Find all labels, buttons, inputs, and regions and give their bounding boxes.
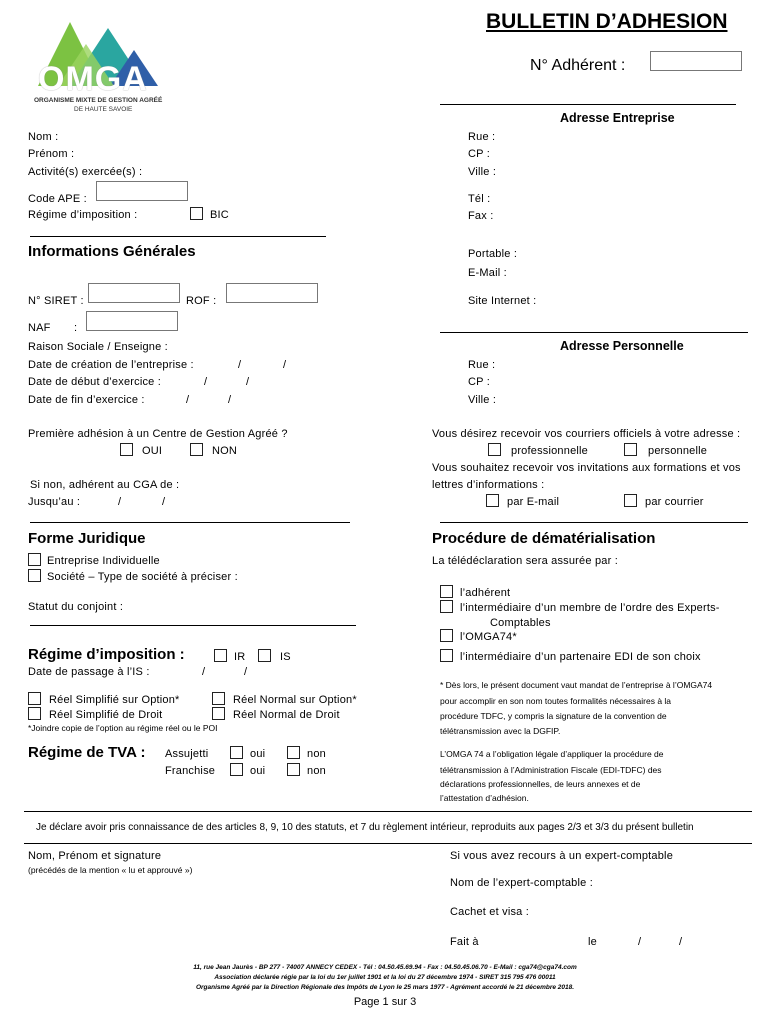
professionnelle-checkbox[interactable] <box>488 443 501 456</box>
par-email-label: par E-mail <box>507 496 560 508</box>
logo-subtitle-2: DE HAUTE SAVOIE <box>74 106 133 113</box>
franchise-label: Franchise <box>165 765 216 777</box>
personal-ville-label: Ville : <box>468 394 497 406</box>
demat-note: * Dès lors, le présent document vaut mandat de l’entreprise à l’OMGA74 <box>440 680 713 690</box>
company-tel-label: Tél : <box>468 193 491 205</box>
demat-note: procédure TDFC, y compris la signature de la convention de <box>440 711 667 721</box>
date-fin-label: Date de fin d’exercice : <box>28 394 145 406</box>
regime-label: Régime d’imposition : <box>28 209 138 221</box>
ir-checkbox[interactable] <box>214 649 227 662</box>
personal-address-heading: Adresse Personnelle <box>560 339 684 353</box>
signature-label: Nom, Prénom et signature <box>28 850 162 862</box>
raison-sociale-label: Raison Sociale / Enseigne : <box>28 341 168 353</box>
personal-rue-label: Rue : <box>468 359 496 371</box>
date-slash: / <box>118 496 122 508</box>
franchise-non-checkbox[interactable] <box>287 763 300 776</box>
ir-label: IR <box>234 651 246 663</box>
bic-label: BIC <box>210 209 229 221</box>
mail-pref-question: Vous désirez recevoir vos courriers officiels à votre adresse : <box>432 428 741 440</box>
code-ape-label: Code APE : <box>28 193 87 205</box>
logo <box>30 14 180 118</box>
divider <box>24 811 752 812</box>
company-fax-label: Fax : <box>468 210 494 222</box>
demat-heading: Procédure de dématérialisation <box>432 530 656 547</box>
divider <box>30 236 326 237</box>
bic-checkbox[interactable] <box>190 207 203 220</box>
demat-note: télétransmission avec la DGFIP. <box>440 726 561 736</box>
naf-colon: : <box>74 322 78 334</box>
footer-association: Association déclarée régie par la loi du 1er juillet 1901 et la loi du 27 décembre 1974 - SIRET 315 795 476 00011 <box>214 974 556 981</box>
cga-oui-checkbox[interactable] <box>120 443 133 456</box>
document-title: BULLETIN D’ADHESION <box>486 10 728 33</box>
tva-heading: Régime de TVA : <box>28 744 146 761</box>
regime-heading: Régime d’imposition : <box>28 646 185 663</box>
divider <box>440 332 748 333</box>
demat-intro: La télédéclaration sera assurée par : <box>432 555 618 567</box>
cga-jusqu-label: Jusqu’au : <box>28 496 81 508</box>
demat-note: l’attestation d’adhésion. <box>440 793 529 803</box>
demat-edi-label: l’intermédiaire d’un partenaire EDI de son choix <box>460 651 701 663</box>
date-slash: / <box>244 666 248 678</box>
date-slash: / <box>228 394 232 406</box>
signature-mention: (précédés de la mention « lu et approuvé ») <box>28 865 193 875</box>
personnelle-label: personnelle <box>648 445 708 457</box>
general-info-heading: Informations Générales <box>28 243 196 260</box>
date-creation-label: Date de création de l’entreprise : <box>28 359 194 371</box>
date-slash: / <box>202 666 206 678</box>
date-slash: / <box>162 496 166 508</box>
conjoint-label: Statut du conjoint : <box>28 601 124 613</box>
rs-droit-label: Réel Simplifié de Droit <box>49 709 163 721</box>
passage-is-label: Date de passage à l’IS : <box>28 666 150 678</box>
professionnelle-label: professionnelle <box>511 445 588 457</box>
naf-field[interactable] <box>86 311 178 331</box>
demat-expert-label-2: Comptables <box>490 617 551 629</box>
rof-label: ROF : <box>186 295 217 307</box>
date-slash: / <box>679 936 683 948</box>
societe-label: Société – Type de société à préciser : <box>47 571 238 583</box>
date-debut-label: Date de début d’exercice : <box>28 376 161 388</box>
demat-note: déclarations professionnelles, de leurs annexes et de <box>440 779 641 789</box>
forme-juridique-heading: Forme Juridique <box>28 530 146 547</box>
divider <box>440 522 748 523</box>
par-email-checkbox[interactable] <box>486 494 499 507</box>
date-slash: / <box>283 359 287 371</box>
footer-address: 11, rue Jean Jaurès - BP 277 - 74007 ANNECY CEDEX - Tél : 04.50.45.69.94 - Fax : 04.50.45.06.70 - E-Mail : cga74@cga74.com <box>193 964 577 971</box>
demat-edi-checkbox[interactable] <box>440 649 453 662</box>
demat-omga-checkbox[interactable] <box>440 629 453 642</box>
personal-cp-label: CP : <box>468 376 490 388</box>
company-rue-label: Rue : <box>468 131 496 143</box>
rn-droit-checkbox[interactable] <box>212 707 225 720</box>
logo-number: 74 <box>124 34 143 53</box>
adherent-number-label: N° Adhérent : <box>530 57 626 74</box>
adherent-number-field[interactable] <box>650 51 742 71</box>
page-number: Page 1 sur 3 <box>353 996 417 1008</box>
assujetti-non-checkbox[interactable] <box>287 746 300 759</box>
invitations-question-2: lettres d’informations : <box>432 479 545 491</box>
rn-option-label: Réel Normal sur Option* <box>233 694 357 706</box>
logo-brand: OMGA <box>38 60 148 98</box>
divider <box>30 625 356 626</box>
assujetti-non-label: non <box>307 748 326 760</box>
date-slash: / <box>238 359 242 371</box>
expert-name-label: Nom de l’expert-comptable : <box>450 877 593 889</box>
cga-non-label: NON <box>212 445 238 457</box>
regime-note: *Joindre copie de l’option au régime réel ou le POI <box>28 723 218 733</box>
rs-option-label: Réel Simplifié sur Option* <box>49 694 180 706</box>
demat-expert-checkbox[interactable] <box>440 600 453 613</box>
company-address-heading: Adresse Entreprise <box>560 111 675 125</box>
siret-label: N° SIRET : <box>28 295 84 307</box>
demat-adherent-label: l’adhérent <box>460 587 511 599</box>
siret-field[interactable] <box>88 283 180 303</box>
date-slash: / <box>186 394 190 406</box>
nom-label: Nom : <box>28 131 59 143</box>
demat-note: L’OMGA 74 a l’obligation légale d’appliquer la procédure de <box>440 749 664 759</box>
is-label: IS <box>280 651 291 663</box>
rs-droit-checkbox[interactable] <box>28 707 41 720</box>
demat-adherent-checkbox[interactable] <box>440 585 453 598</box>
ei-label: Entreprise Individuelle <box>47 555 160 567</box>
cga-non-checkbox[interactable] <box>190 443 203 456</box>
date-slash: / <box>204 376 208 388</box>
ei-checkbox[interactable] <box>28 553 41 566</box>
company-cp-label: CP : <box>468 148 490 160</box>
personnelle-checkbox[interactable] <box>624 443 637 456</box>
franchise-oui-checkbox[interactable] <box>230 763 243 776</box>
par-courrier-checkbox[interactable] <box>624 494 637 507</box>
fait-label: Fait à <box>450 936 479 948</box>
invitations-question: Vous souhaitez recevoir vos invitations aux formations et vos <box>432 462 741 474</box>
rof-field[interactable] <box>226 283 318 303</box>
date-slash: / <box>638 936 642 948</box>
naf-label: NAF <box>28 322 51 334</box>
cachet-label: Cachet et visa : <box>450 906 530 918</box>
franchise-non-label: non <box>307 765 326 777</box>
divider <box>30 522 350 523</box>
le-label: le <box>588 936 597 948</box>
expert-question: Si vous avez recours à un expert-comptable <box>450 850 674 862</box>
demat-omga-label: l’OMGA74* <box>460 631 517 643</box>
logo-subtitle: ORGANISME MIXTE DE GESTION AGRÉÉ <box>34 97 163 104</box>
demat-note: pour accomplir en son nom toutes formalités nécessaires à la <box>440 696 672 706</box>
rn-option-checkbox[interactable] <box>212 692 225 705</box>
assujetti-oui-label: oui <box>250 748 266 760</box>
company-ville-label: Ville : <box>468 166 497 178</box>
activite-label: Activité(s) exercée(s) : <box>28 166 143 178</box>
cga-question: Première adhésion à un Centre de Gestion Agréé ? <box>28 428 288 440</box>
company-site-label: Site Internet : <box>468 295 537 307</box>
assujetti-oui-checkbox[interactable] <box>230 746 243 759</box>
code-ape-field[interactable] <box>96 181 188 201</box>
company-email-label: E-Mail : <box>468 267 507 279</box>
rn-droit-label: Réel Normal de Droit <box>233 709 340 721</box>
demat-expert-label: l’intermédiaire d’un membre de l’ordre des Experts- <box>460 602 720 614</box>
footer-agrement: Organisme Agréé par la Direction Régionale des Impôts de Lyon le 25 mars 1977 - Agrément accordé le 21 décembre 2018. <box>195 984 575 991</box>
cga-oui-label: OUI <box>142 445 163 457</box>
divider <box>440 104 736 105</box>
company-portable-label: Portable : <box>468 248 518 260</box>
demat-note: télétransmission à l’Administration Fiscale (EDI-TDFC) des <box>440 765 662 775</box>
par-courrier-label: par courrier <box>645 496 704 508</box>
rs-option-checkbox[interactable] <box>28 692 41 705</box>
societe-checkbox[interactable] <box>28 569 41 582</box>
franchise-oui-label: oui <box>250 765 266 777</box>
divider <box>24 843 752 844</box>
cga-si-non-label: Si non, adhérent au CGA de : <box>30 479 180 491</box>
declaration-text: Je déclare avoir pris connaissance de des articles 8, 9, 10 des statuts, et 7 du règlement intérieur, reproduits aux pages 2/3 et 3/3 du présent bulletin <box>36 822 694 833</box>
assujetti-label: Assujetti <box>165 748 209 760</box>
prenom-label: Prénom : <box>28 148 75 160</box>
is-checkbox[interactable] <box>258 649 271 662</box>
date-slash: / <box>246 376 250 388</box>
